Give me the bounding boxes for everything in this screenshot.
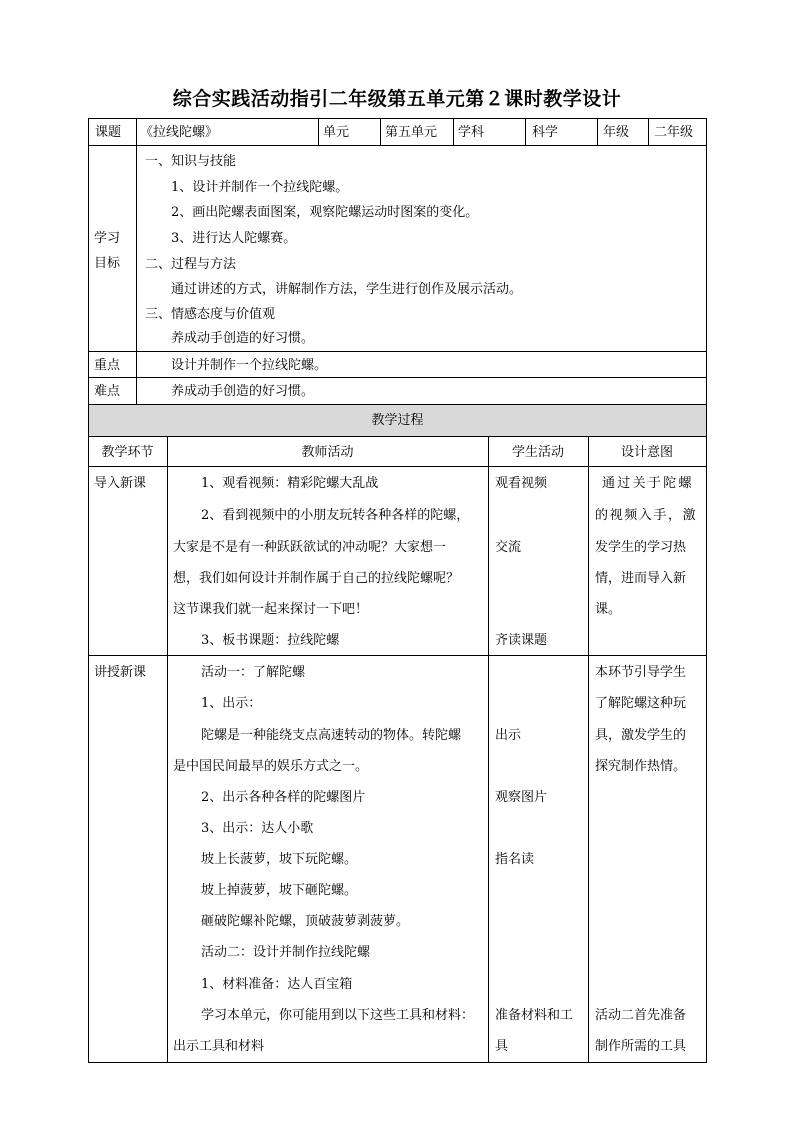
table-border <box>525 118 526 145</box>
table-border <box>318 118 319 145</box>
student-activity: 指名读 <box>495 852 535 867</box>
subject-value: 科学 <box>532 125 559 140</box>
teacher-activity-line: 是中国民间最早的娱乐方式之一。 <box>173 759 369 774</box>
table-border <box>136 118 137 404</box>
column-header: 设计意图 <box>620 445 673 460</box>
goal-line: 3、进行达人陀螺赛。 <box>171 231 297 246</box>
teacher-activity-line: 1、出示： <box>201 696 262 711</box>
teacher-activity-line: 3、出示：达人小歌 <box>201 821 314 836</box>
table-border <box>648 118 649 145</box>
design-intent-line: 通过关于陀螺 <box>602 476 694 491</box>
goal-line: 二、过程与方法 <box>145 257 237 272</box>
table-border <box>167 436 168 1063</box>
table-border <box>88 118 89 1063</box>
column-header: 教师活动 <box>301 445 354 460</box>
teacher-activity-line: 2、看到视频中的小朋友玩转各种各样的陀螺， <box>201 508 470 523</box>
table-border <box>488 436 489 1063</box>
subject-label: 学科 <box>458 125 485 140</box>
key-point-value: 设计并制作一个拉线陀螺。 <box>171 358 328 373</box>
teacher-activity-line: 2、出示各种各样的陀螺图片 <box>201 790 366 805</box>
topic-label: 课题 <box>95 125 122 140</box>
table-border <box>88 145 707 146</box>
table-border <box>88 1062 707 1063</box>
goal-line: 通过讲述的方式，讲解制作方法，学生进行创作及展示活动。 <box>171 282 523 297</box>
student-activity: 齐读课题 <box>495 633 548 648</box>
design-intent-line: 的视频入手，激 <box>595 508 698 523</box>
teacher-activity-line: 陀螺是一种能绕支点高速转动的物体。转陀螺 <box>201 728 462 743</box>
process-header: 教学过程 <box>371 413 424 428</box>
stage-label: 讲授新课 <box>94 665 147 680</box>
goals-label: 学习 <box>94 231 121 246</box>
teacher-activity-line: 出示工具和材料 <box>173 1039 265 1054</box>
student-activity: 准备材料和工 <box>495 1008 574 1023</box>
student-activity: 出示 <box>495 728 522 743</box>
teacher-activity-line: 学习本单元，你可能用到以下这些工具和材料： <box>201 1008 475 1023</box>
design-intent-line: 课。 <box>595 602 622 617</box>
table-border <box>597 118 598 145</box>
table-border <box>453 118 454 145</box>
teacher-activity-line: 想，我们如何设计并制作属于自己的拉线陀螺呢？ <box>173 571 460 586</box>
unit-value: 第五单元 <box>385 125 438 140</box>
column-header: 教学环节 <box>101 445 154 460</box>
page-title: 综合实践活动指引二年级第五单元第２课时教学设计 <box>172 88 622 110</box>
design-intent-line: 情，进而导入新 <box>595 571 687 586</box>
table-border <box>380 118 381 145</box>
student-activity: 观察图片 <box>495 790 548 805</box>
table-border <box>588 436 589 1063</box>
design-intent-line: 本环节引导学生 <box>595 665 687 680</box>
difficulty-value: 养成动手创造的好习惯。 <box>171 384 315 399</box>
teacher-activity-line: 坡上掉菠萝，坡下砸陀螺。 <box>201 883 358 898</box>
student-activity: 交流 <box>495 540 522 555</box>
design-intent-line: 发学生的学习热 <box>595 540 687 555</box>
goal-line: 三、情感态度与价值观 <box>145 307 276 322</box>
goal-line: 养成动手创造的好习惯。 <box>171 331 315 346</box>
goal-line: 一、知识与技能 <box>145 154 237 169</box>
teacher-activity-line: 坡上长菠萝，坡下玩陀螺。 <box>201 852 358 867</box>
grade-label: 年级 <box>603 125 630 140</box>
teacher-activity-line: 3、板书课题：拉线陀螺 <box>201 633 340 648</box>
difficulty-label: 难点 <box>94 384 121 399</box>
goals-label: 目标 <box>94 256 121 271</box>
design-intent-line: 制作所需的工具 <box>595 1039 687 1054</box>
key-point-label: 重点 <box>94 358 121 373</box>
table-border <box>88 118 707 119</box>
teacher-activity-line: 这节课我们就一起来探讨一下吧！ <box>173 602 369 617</box>
stage-label: 导入新课 <box>94 476 147 491</box>
table-border <box>88 655 707 656</box>
unit-label: 单元 <box>323 125 350 140</box>
design-intent-line: 活动二首先准备 <box>595 1008 687 1023</box>
teacher-activity-line: 砸破陀螺补陀螺，顶破菠萝剥菠萝。 <box>201 914 410 929</box>
teacher-activity-line: 活动二：设计并制作拉线陀螺 <box>201 945 371 960</box>
teacher-activity-line: 1、材料准备：达人百宝箱 <box>201 977 353 992</box>
grade-value: 二年级 <box>654 125 694 140</box>
goal-line: 1、设计并制作一个拉线陀螺。 <box>171 180 349 195</box>
column-header: 学生活动 <box>511 445 564 460</box>
table-border <box>88 377 707 378</box>
student-activity: 具 <box>495 1039 509 1054</box>
teacher-activity-line: 1、观看视频：精彩陀螺大乱战 <box>201 476 379 491</box>
table-border <box>88 351 707 352</box>
student-activity: 观看视频 <box>495 476 548 491</box>
table-border <box>706 118 707 1063</box>
teacher-activity-line: 大家是不是有一种跃跃欲试的冲动呢？大家想一 <box>173 540 447 555</box>
topic-value: 《拉线陀螺》 <box>140 125 219 140</box>
teacher-activity-line: 活动一：了解陀螺 <box>201 665 306 680</box>
goal-line: 2、画出陀螺表面图案，观察陀螺运动时图案的变化。 <box>171 205 479 220</box>
table-border <box>88 466 707 467</box>
design-intent-line: 探究制作热情。 <box>595 759 687 774</box>
design-intent-line: 了解陀螺这种玩 <box>595 696 687 711</box>
table-border <box>88 436 707 437</box>
design-intent-line: 具，激发学生的 <box>595 728 687 743</box>
